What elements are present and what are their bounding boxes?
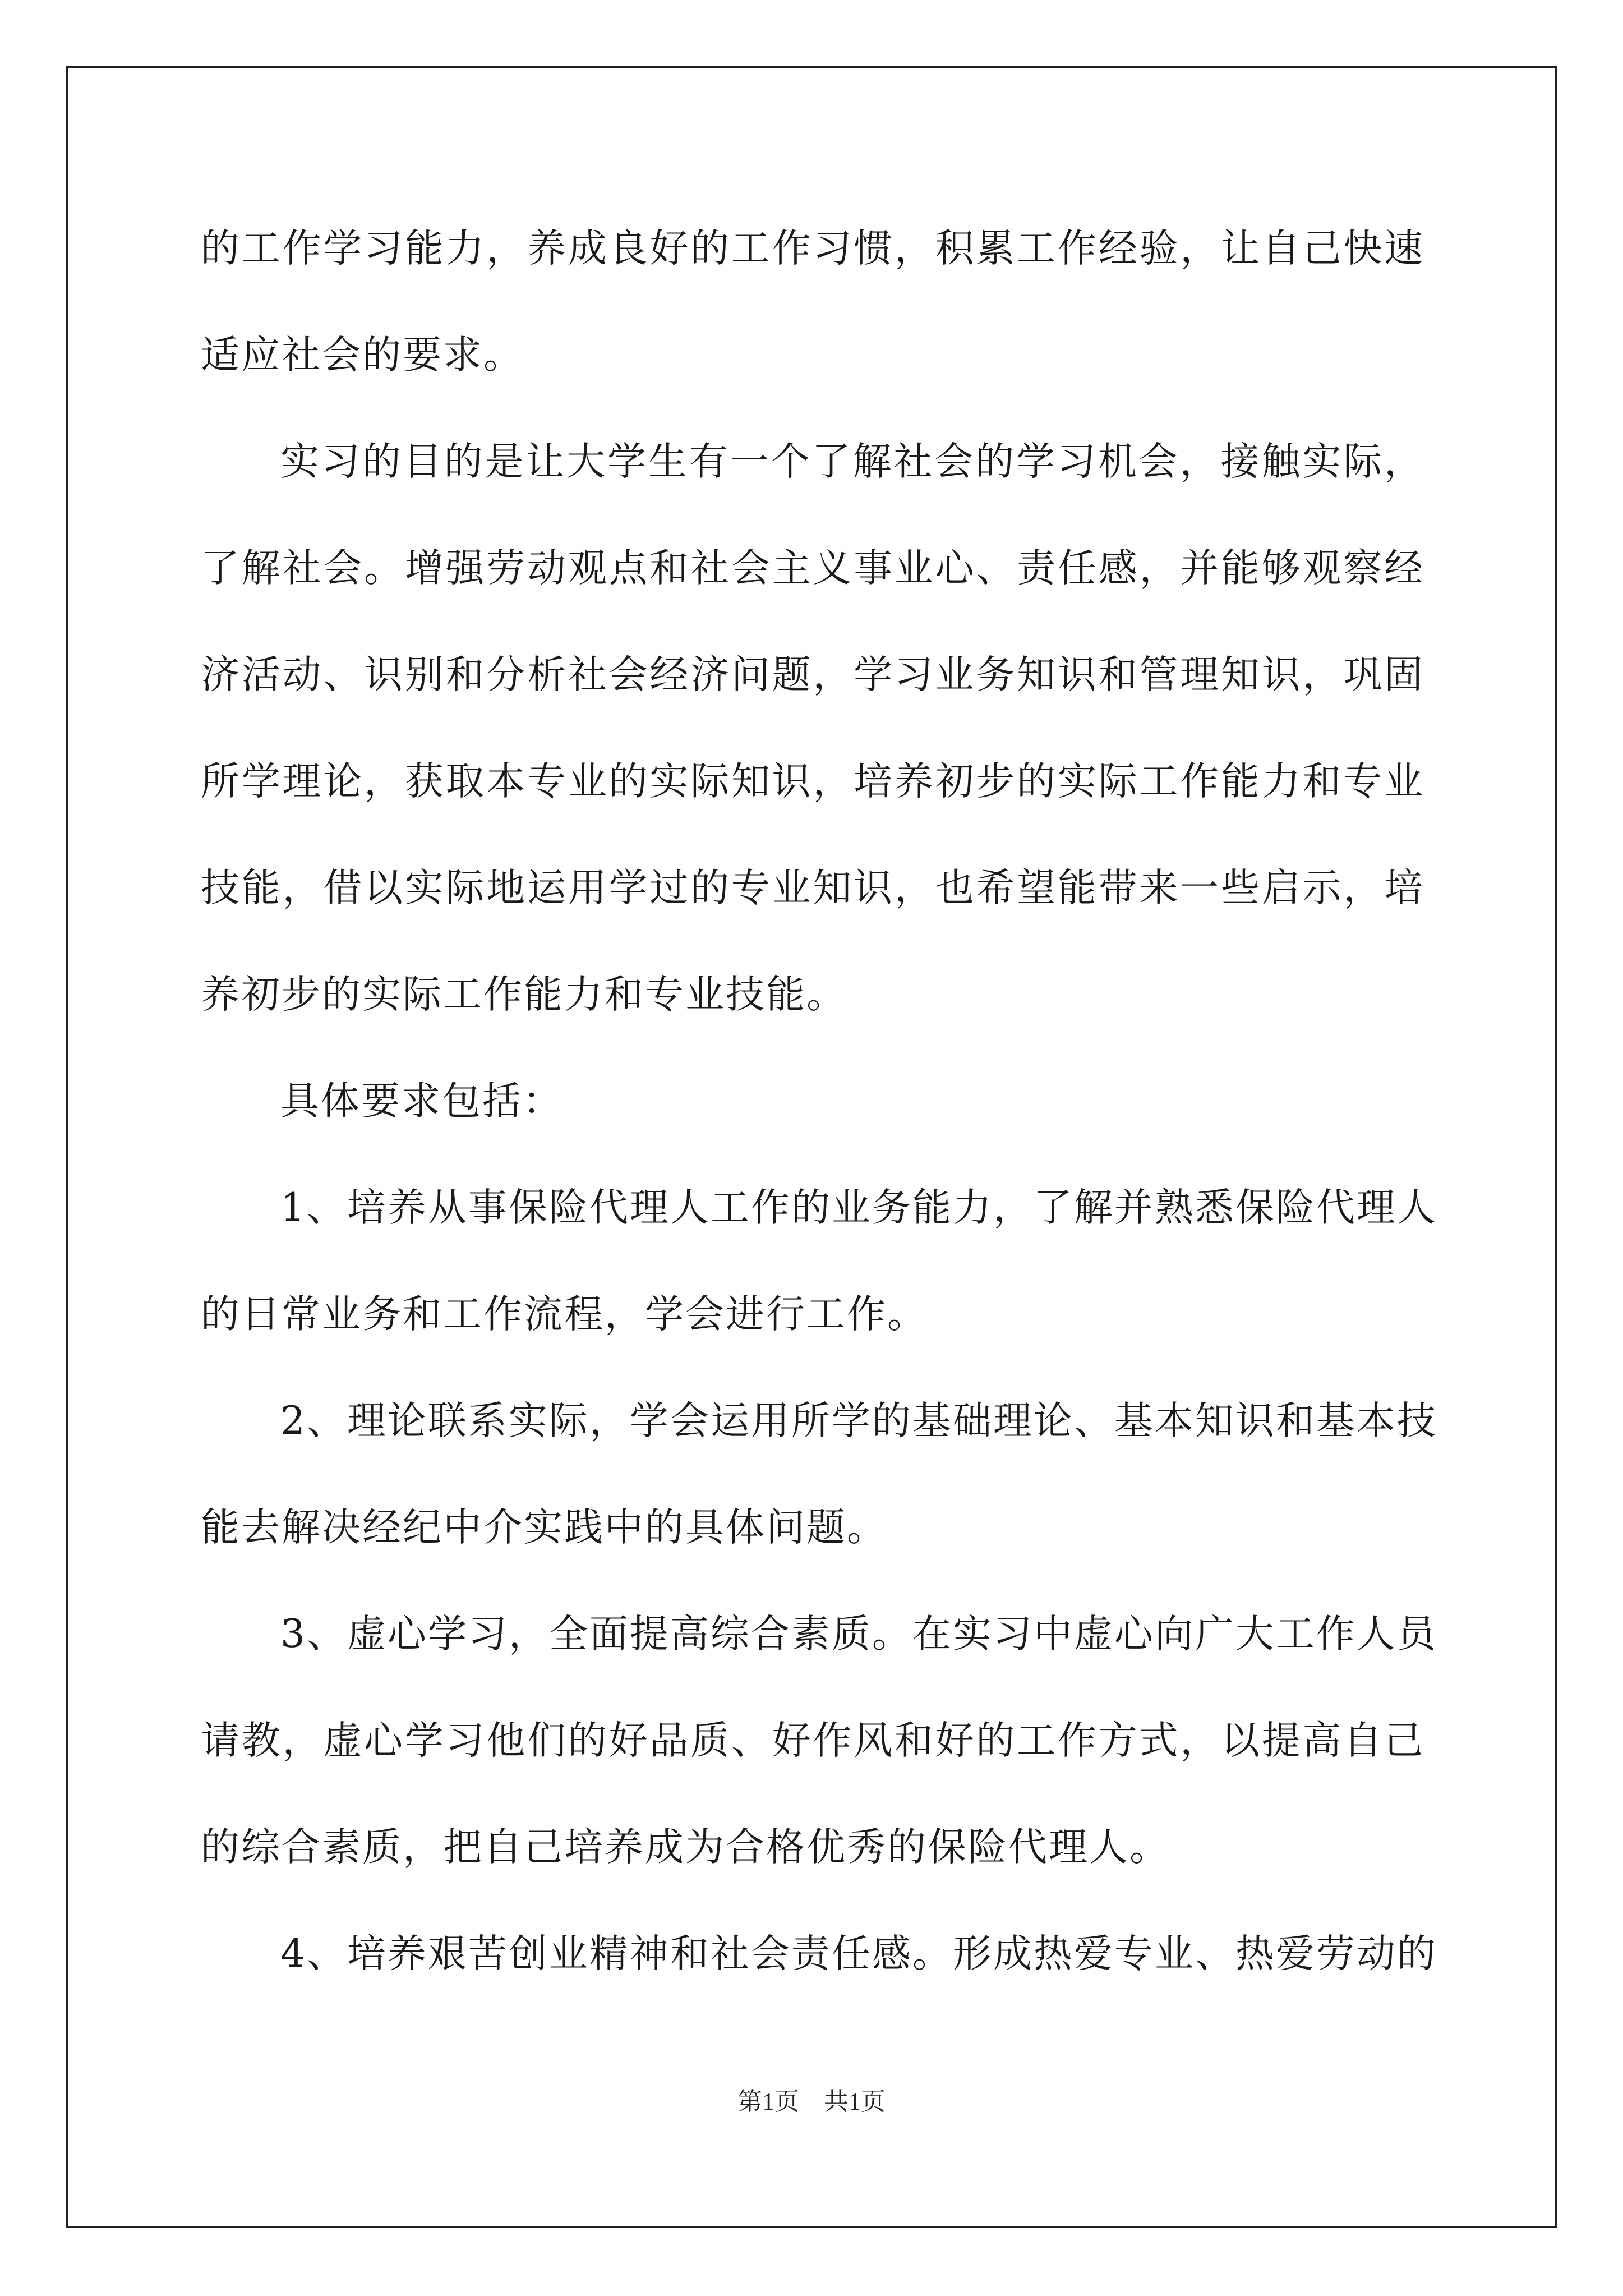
text-line: 技能，借以实际地运用学过的专业知识，也希望能带来一些启示，培	[201, 866, 1424, 910]
page-number-footer: 第1页 共1页	[737, 2088, 886, 2115]
text-line: 济活动、识别和分析社会经济问题，学习业务知识和管理知识，巩固	[201, 652, 1424, 697]
list-item-3-line: 3、虚心学习，全面提高综合素质。在实习中虚心向广大工作人员	[280, 1612, 1437, 1657]
list-item-1-line: 1、培养从事保险代理人工作的业务能力，了解并熟悉保险代理人	[280, 1185, 1437, 1230]
text-line: 适应社会的要求。	[201, 333, 524, 378]
paragraph-first-line: 具体要求包括：	[280, 1079, 563, 1124]
text-line: 了解社会。增强劳动观点和社会主义事业心、责任感，并能够观察经	[201, 546, 1424, 591]
text-line: 的工作学习能力，养成良好的工作习惯，积累工作经验，让自己快速	[201, 226, 1424, 271]
text-line: 的日常业务和工作流程，学会进行工作。	[201, 1292, 928, 1337]
list-item-4-line: 4、培养艰苦创业精神和社会责任感。形成热爱专业、热爱劳动的	[280, 1931, 1437, 1976]
text-line: 请教，虚心学习他们的好品质、好作风和好的工作方式，以提高自己	[201, 1718, 1424, 1763]
text-line: 能去解决经纪中介实践中的具体问题。	[201, 1505, 887, 1550]
page-border	[66, 66, 1557, 2228]
text-line: 的综合素质，把自己培养成为合格优秀的保险代理人。	[201, 1825, 1170, 1870]
paragraph-first-line: 实习的目的是让大学生有一个了解社会的学习机会，接触实际，	[280, 439, 1424, 484]
text-line: 养初步的实际工作能力和专业技能。	[201, 972, 847, 1017]
list-item-2-line: 2、理论联系实际，学会运用所学的基础理论、基本知识和基本技	[280, 1398, 1437, 1443]
text-line: 所学理论，获取本专业的实际知识，培养初步的实际工作能力和专业	[201, 759, 1424, 804]
